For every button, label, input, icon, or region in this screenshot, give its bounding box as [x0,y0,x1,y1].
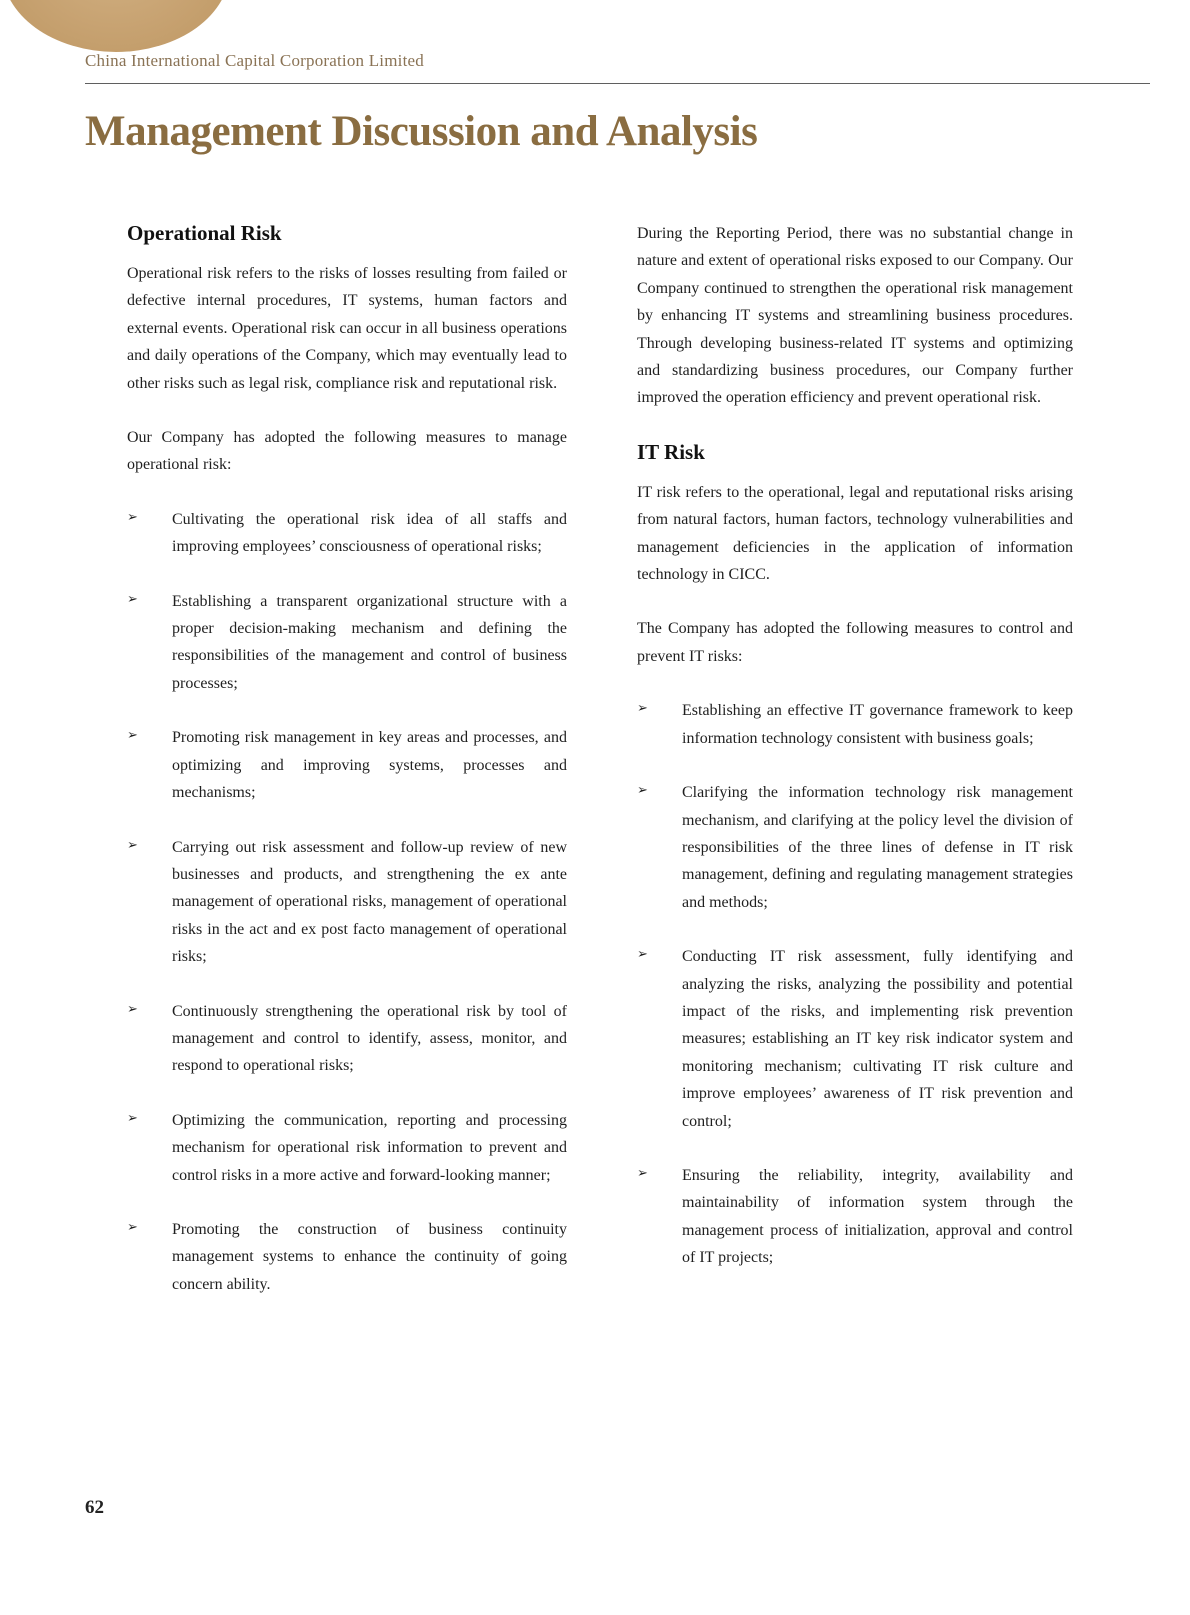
paragraph-operational-risk-measures-intro: Our Company has adopted the following measures to manage operational risk: [127,429,567,474]
bullet-text: Ensuring the reliability, integrity, availability and maintainability of information system through the management process of initialization, approval and control of IT projects; [682,1166,1073,1267]
arrow-bullet-icon: ➢ [127,728,138,744]
arrow-bullet-icon: ➢ [127,509,138,525]
bullet-text: Conducting IT risk assessment, fully identifying and analyzing the risks, analyzing the possibility and potential impact of the risks, and implementing risk prevention measures; establishing an IT key risk indicator system and monitoring mechanism; cultivating IT risk culture and improve employees’ awareness of IT risk prevention and control; [682,948,1073,1130]
page-title: Management Discussion and Analysis [85,108,758,155]
bullet-text: Continuously strengthening the operational risk by tool of management and control to identify, assess, monitor, and respond to operational risks; [172,1002,567,1075]
arrow-bullet-icon: ➢ [127,591,138,607]
header-divider [85,83,1150,84]
paragraph-reporting-period: During the Reporting Period, there was no substantial change in nature and extent of operational risks exposed to our Company. Our Company continued to strengthen the operational risk management by enhancing IT systems and streamlining business procedures. Through developing business-related IT systems and optimizing and standardizing business procedures, our Company further improved the operation efficiency and prevent operational risk. [637,225,1073,407]
paragraph-it-risk-measures-intro: The Company has adopted the following measures to control and prevent IT risks: [637,620,1073,665]
paragraph-operational-risk-definition: Operational risk refers to the risks of losses resulting from failed or defective internal procedures, IT systems, human factors and external events. Operational risk can occur in all business operations and daily operations of the Company, which may eventually lead to other risks such as legal risk, compliance risk and reputational risk. [127,265,567,392]
bullet-text: Carrying out risk assessment and follow-up review of new businesses and products, and strengthening the ex ante management of operational risks, management of operational risks in the act and ex post facto management of operational risks; [172,838,567,966]
page-header [85,0,1150,84]
list-item [127,1216,567,1298]
operational-risk-bullet-list [127,506,567,1298]
bullet-text: Optimizing the communication, reporting and processing mechanism for operational risk information to prevent and control risks in a more active and forward-looking manner; [172,1111,567,1184]
arrow-bullet-icon: ➢ [127,1219,138,1235]
arrow-bullet-icon: ➢ [637,947,648,963]
list-item [637,1162,1073,1272]
paragraph-it-risk-definition: IT risk refers to the operational, legal and reputational risks arising from natural factors, human factors, technology vulnerabilities and management deficiencies in the application of information technology in CICC. [637,483,1073,584]
list-item [637,943,1073,1135]
list-item [637,779,1073,916]
arrow-bullet-icon: ➢ [637,701,648,717]
arrow-bullet-icon: ➢ [127,1001,138,1017]
right-column [637,220,1073,1325]
content-columns [127,220,1073,1325]
list-item [637,697,1073,752]
list-item [127,506,567,561]
it-risk-bullet-list [637,697,1073,1271]
bullet-text: Clarifying the information technology risk management mechanism, and clarifying at the policy level the division of responsibilities of the three lines of defense in IT risk management, defining and regulating management strategies and methods; [682,784,1073,911]
arrow-bullet-icon: ➢ [127,837,138,853]
list-item [127,724,567,806]
bullet-text: Promoting the construction of business continuity management systems to enhance the continuity of going concern ability. [172,1220,567,1293]
list-item [127,834,567,971]
bullet-text: Cultivating the operational risk idea of all staffs and improving employees’ consciousness of operational risks; [172,510,567,556]
list-item [127,588,567,698]
list-item [127,1107,567,1189]
left-column [127,220,567,1325]
arrow-bullet-icon: ➢ [127,1110,138,1126]
bullet-text: Promoting risk management in key areas and processes, and optimizing and improving systems, processes and mechanisms; [172,729,567,802]
arrow-bullet-icon: ➢ [637,1165,648,1181]
list-item [127,998,567,1080]
bullet-text: Establishing an effective IT governance framework to keep information technology consistent with business goals; [682,702,1073,747]
bullet-text: Establishing a transparent organizational structure with a proper decision-making mechanism and defining the responsibilities of the management and control of business processes; [172,592,567,692]
section-heading-it-risk: IT Risk [637,439,705,464]
section-heading-operational-risk: Operational Risk [127,221,282,245]
page-number: 62 [85,1497,104,1518]
arrow-bullet-icon: ➢ [637,783,648,799]
company-name: China International Capital Corporation Limited [85,51,424,70]
